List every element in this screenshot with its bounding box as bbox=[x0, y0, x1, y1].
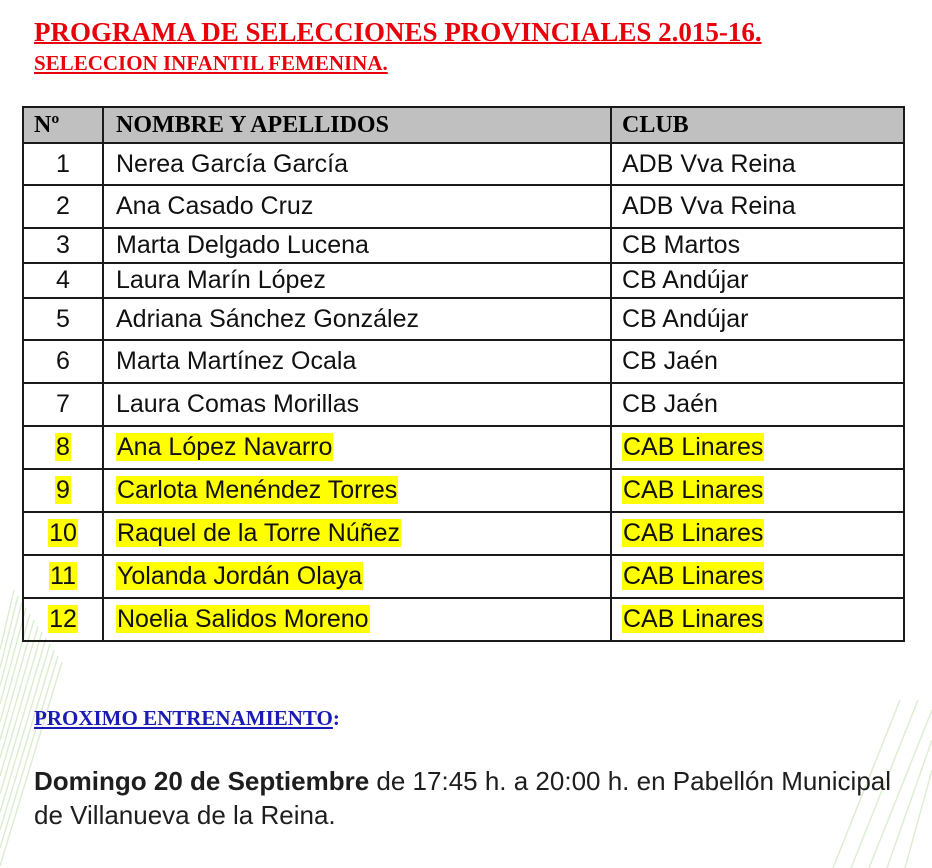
table-row bbox=[23, 185, 904, 228]
player-number-cell bbox=[23, 185, 103, 228]
player-number: 2 bbox=[56, 192, 70, 220]
player-number-cell bbox=[23, 512, 103, 555]
player-number: 12 bbox=[49, 605, 77, 633]
player-club-cell bbox=[611, 383, 904, 426]
next-training-schedule bbox=[34, 764, 914, 832]
player-club-cell bbox=[611, 426, 904, 469]
player-number-cell bbox=[23, 263, 103, 298]
player-number: 6 bbox=[56, 347, 70, 375]
player-club-cell bbox=[611, 512, 904, 555]
player-club-cell bbox=[611, 185, 904, 228]
player-number-cell bbox=[23, 228, 103, 263]
column-header-club: CLUB bbox=[611, 107, 904, 143]
player-name: Noelia Salidos Moreno bbox=[117, 605, 369, 633]
player-name: Marta Delgado Lucena bbox=[116, 231, 369, 259]
player-club: CB Andújar bbox=[622, 304, 749, 333]
player-name-cell bbox=[103, 143, 611, 185]
player-club-cell bbox=[611, 598, 904, 641]
table-row bbox=[23, 263, 904, 298]
player-name-cell bbox=[103, 383, 611, 426]
table-row bbox=[23, 383, 904, 426]
player-number: 11 bbox=[50, 562, 76, 590]
player-club: CB Andújar bbox=[622, 266, 749, 294]
player-number: 5 bbox=[56, 304, 70, 333]
player-name-cell bbox=[103, 298, 611, 340]
player-number-cell bbox=[23, 340, 103, 383]
player-club: CB Martos bbox=[622, 231, 741, 259]
player-name: Ana Casado Cruz bbox=[116, 192, 314, 220]
table-row-highlighted bbox=[23, 598, 904, 641]
player-number-cell bbox=[23, 598, 103, 641]
table-row bbox=[23, 228, 904, 263]
table-row-highlighted bbox=[23, 555, 904, 598]
player-number: 7 bbox=[56, 390, 70, 418]
document-title: PROGRAMA DE SELECCIONES PROVINCIALES 2.015-16. bbox=[34, 17, 762, 47]
table-row-highlighted bbox=[23, 512, 904, 555]
players-table bbox=[22, 106, 905, 642]
table-row bbox=[23, 143, 904, 185]
player-club: CAB Linares bbox=[623, 433, 764, 461]
player-name-cell bbox=[103, 263, 611, 298]
player-club-cell bbox=[611, 263, 904, 298]
training-date: Domingo 20 de Septiembre bbox=[34, 766, 370, 796]
player-club: CAB Linares bbox=[623, 605, 764, 633]
player-name-cell bbox=[103, 426, 611, 469]
table-row bbox=[23, 340, 904, 383]
next-training-heading-colon: : bbox=[332, 706, 340, 730]
next-training-heading bbox=[34, 704, 340, 732]
table-row bbox=[23, 298, 904, 340]
table-body bbox=[23, 143, 904, 641]
player-number: 10 bbox=[49, 519, 77, 547]
table-row-highlighted bbox=[23, 469, 904, 512]
player-name: Laura Marín López bbox=[116, 266, 326, 294]
document-subtitle: SELECCION INFANTIL FEMENINA. bbox=[34, 51, 388, 75]
player-name: Carlota Menéndez Torres bbox=[117, 476, 398, 504]
player-name: Nerea García García bbox=[116, 149, 349, 178]
next-training-heading-text: PROXIMO ENTRENAMIENTO bbox=[34, 706, 333, 730]
player-club: CAB Linares bbox=[623, 562, 764, 590]
training-details: de 17:45 h. a 20:00 h. en Pabellón Municipal de Villanueva de la Reina. bbox=[34, 766, 892, 830]
player-club: CAB Linares bbox=[623, 476, 764, 504]
player-name-cell bbox=[103, 555, 611, 598]
player-club-cell bbox=[611, 469, 904, 512]
player-club: ADB Vva Reina bbox=[622, 149, 796, 178]
player-name: Ana López Navarro bbox=[117, 433, 333, 461]
player-number-cell bbox=[23, 555, 103, 598]
player-name: Raquel de la Torre Núñez bbox=[117, 519, 401, 547]
player-club-cell bbox=[611, 340, 904, 383]
player-number: 1 bbox=[56, 149, 70, 178]
player-name-cell bbox=[103, 598, 611, 641]
player-club-cell bbox=[611, 143, 904, 185]
player-number: 3 bbox=[56, 231, 70, 259]
player-name: Yolanda Jordán Olaya bbox=[117, 562, 363, 590]
table-header-row bbox=[23, 107, 904, 143]
player-club: CB Jaén bbox=[622, 390, 718, 418]
player-number-cell bbox=[23, 469, 103, 512]
player-name-cell bbox=[103, 228, 611, 263]
player-name-cell bbox=[103, 512, 611, 555]
player-club: CB Jaén bbox=[622, 347, 718, 375]
player-name: Laura Comas Morillas bbox=[116, 390, 360, 418]
player-club-cell bbox=[611, 298, 904, 340]
player-club-cell bbox=[611, 228, 904, 263]
column-header-number: Nº bbox=[23, 107, 103, 143]
player-number: 9 bbox=[56, 476, 70, 504]
player-number-cell bbox=[23, 426, 103, 469]
player-name-cell bbox=[103, 340, 611, 383]
player-club-cell bbox=[611, 555, 904, 598]
player-number-cell bbox=[23, 143, 103, 185]
player-name-cell bbox=[103, 469, 611, 512]
player-number: 4 bbox=[56, 266, 70, 294]
table-row-highlighted bbox=[23, 426, 904, 469]
player-club: ADB Vva Reina bbox=[622, 192, 796, 220]
player-number-cell bbox=[23, 298, 103, 340]
player-name-cell bbox=[103, 185, 611, 228]
player-name: Adriana Sánchez González bbox=[116, 304, 419, 333]
player-number-cell bbox=[23, 383, 103, 426]
player-club: CAB Linares bbox=[623, 519, 764, 547]
player-name: Marta Martínez Ocala bbox=[116, 347, 357, 375]
player-number: 8 bbox=[56, 433, 70, 461]
column-header-name: NOMBRE Y APELLIDOS bbox=[103, 107, 611, 143]
